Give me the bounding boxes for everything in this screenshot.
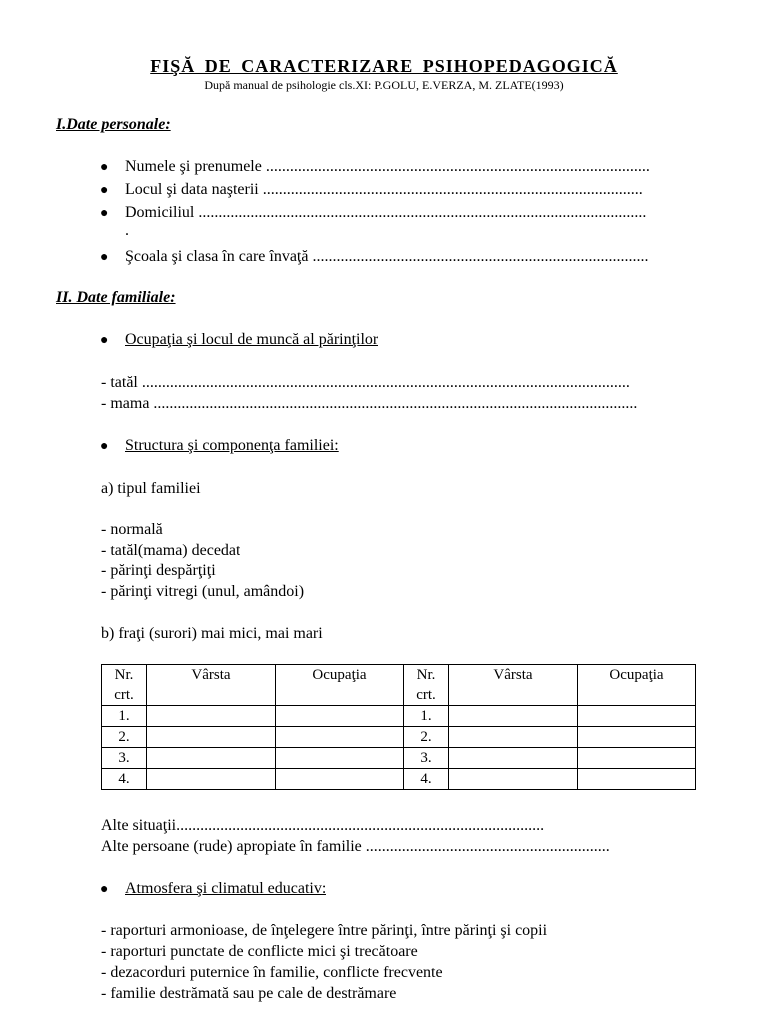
other-situations-line: Alte situaţii............................................................................................ (101, 817, 545, 834)
atmosphere-heading: ● Atmosfera şi climatul educativ: (100, 880, 327, 897)
parents-occupation-heading: ● Ocupaţia şi locul de muncă al părinţilor (100, 331, 379, 348)
table-row (102, 727, 696, 748)
table-cell-ocupatia[interactable] (578, 727, 696, 748)
siblings-table (101, 664, 696, 790)
document-subtitle: După manual de psihologie cls.XI: P.GOLU, E.VERZA, M. ZLATE(1993) (204, 78, 564, 92)
header-nr-crt: Nr. crt. (102, 665, 147, 706)
family-type-item: - părinţi vitregi (unul, amândoi) (101, 583, 305, 600)
personal-item-address-continuation: . (125, 222, 129, 239)
father-line: - tatăl .......................................................................................................................... (101, 374, 630, 391)
siblings-label: b) fraţi (surori) mai mici, mai mari (101, 625, 323, 642)
table-cell-ocupatia[interactable] (276, 769, 404, 790)
table-cell-varsta[interactable] (147, 727, 276, 748)
row-number: 3. (404, 748, 449, 769)
bullet-icon: ● (100, 882, 109, 897)
row-number: 3. (102, 748, 147, 769)
table-cell-varsta[interactable] (147, 706, 276, 727)
table-cell-ocupatia[interactable] (276, 727, 404, 748)
row-number: 1. (102, 706, 147, 727)
header-ocupatia: Ocupaţia (276, 665, 404, 706)
table-cell-ocupatia[interactable] (578, 769, 696, 790)
atmosphere-item: - raporturi punctate de conflicte mici şi trecătoare (101, 943, 418, 960)
table-cell-varsta[interactable] (449, 769, 578, 790)
family-type-item: - normală (101, 521, 163, 538)
table-row (102, 769, 696, 790)
row-number: 2. (102, 727, 147, 748)
personal-item-birth: ● Locul şi data naşterii ............................................................................................... (100, 181, 643, 198)
personal-item-name: ● Numele şi prenumele ................................................................................................ (100, 158, 650, 175)
atmosphere-item: - raporturi armonioase, de înţelegere între părinţi, între părinţi şi copii (101, 922, 548, 939)
row-number: 4. (102, 769, 147, 790)
table-cell-varsta[interactable] (449, 727, 578, 748)
table-cell-varsta[interactable] (449, 706, 578, 727)
row-number: 2. (404, 727, 449, 748)
section-personal-heading: I.Date personale: (56, 116, 171, 133)
header-ocupatia: Ocupaţia (578, 665, 696, 706)
personal-item-school: ● Şcoala şi clasa în care învaţă .................................................................................... (100, 248, 649, 265)
table-cell-varsta[interactable] (147, 748, 276, 769)
table-row (102, 748, 696, 769)
bullet-icon: ● (100, 160, 109, 175)
row-number: 4. (404, 769, 449, 790)
other-persons-line: Alte persoane (rude) apropiate în familie ............................................................. (101, 838, 610, 855)
bullet-icon: ● (100, 439, 109, 454)
document-title: FIŞĂ DE CARACTERIZARE PSIHOPEDAGOGICĂ (150, 56, 618, 76)
personal-item-address: ● Domiciliul ................................................................................................................ (100, 204, 647, 221)
table-row (102, 706, 696, 727)
table-cell-ocupatia[interactable] (276, 706, 404, 727)
row-number: 1. (404, 706, 449, 727)
family-type-item: - părinţi despărţiţi (101, 562, 216, 579)
atmosphere-item: - dezacorduri puternice în familie, conflicte frecvente (101, 964, 443, 981)
atmosphere-item: - familie destrămată sau pe cale de destrămare (101, 985, 397, 1002)
bullet-icon: ● (100, 206, 109, 221)
table-header-row (102, 665, 696, 706)
bullet-icon: ● (100, 183, 109, 198)
table-cell-ocupatia[interactable] (578, 748, 696, 769)
table-cell-ocupatia[interactable] (276, 748, 404, 769)
table-cell-varsta[interactable] (449, 748, 578, 769)
family-type-label: a) tipul familiei (101, 480, 201, 497)
header-nr-crt: Nr. crt. (404, 665, 449, 706)
mother-line: - mama ......................................................................................................................... (101, 395, 638, 412)
section-family-heading: II. Date familiale: (56, 289, 176, 306)
bullet-icon: ● (100, 250, 109, 265)
table-cell-varsta[interactable] (147, 769, 276, 790)
table-cell-ocupatia[interactable] (578, 706, 696, 727)
bullet-icon: ● (100, 333, 109, 348)
header-varsta: Vârsta (449, 665, 578, 706)
family-type-item: - tatăl(mama) decedat (101, 542, 241, 559)
family-structure-heading: ● Structura şi componenţa familiei: (100, 437, 339, 454)
header-varsta: Vârsta (147, 665, 276, 706)
